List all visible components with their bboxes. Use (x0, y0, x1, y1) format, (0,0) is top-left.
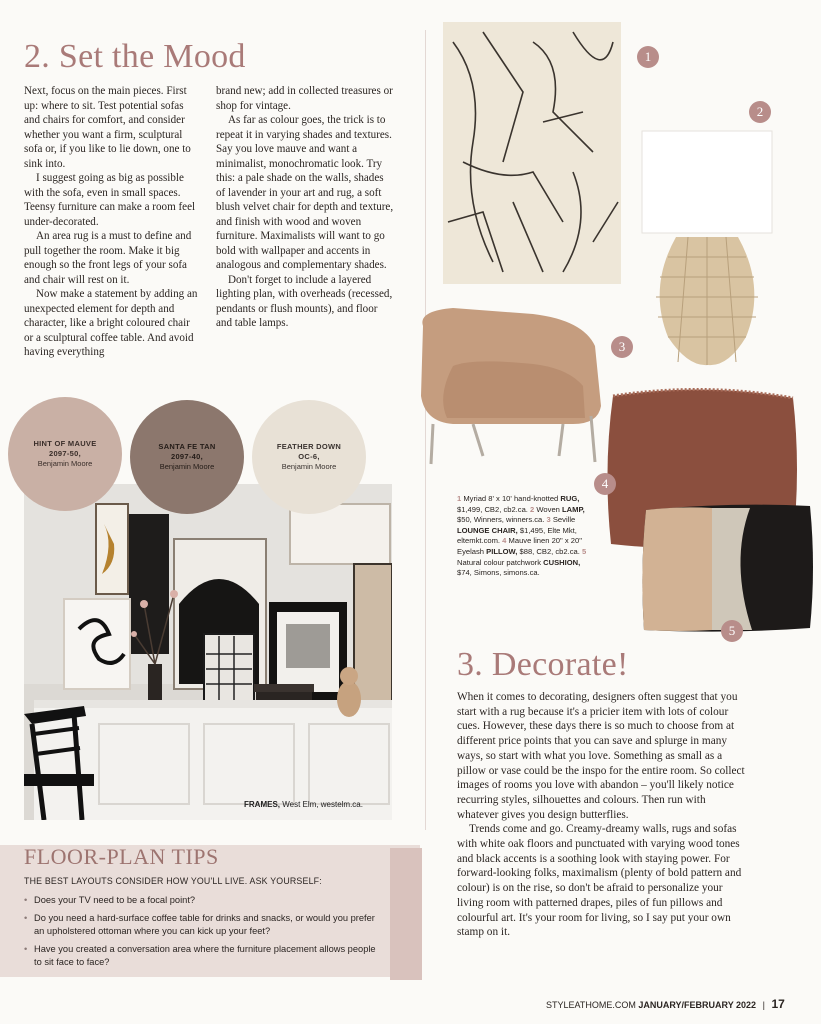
swatch-hint-of-mauve (8, 397, 122, 511)
credit-price: $74, Simons, simons.ca. (457, 568, 540, 578)
product-lamp-image (638, 127, 776, 367)
credit-number: 4 (502, 536, 507, 546)
credit-price: $1,495, Elte Mkt, eltemkt.com. (457, 525, 577, 546)
swatch-code: OC-6, (298, 452, 320, 461)
credit-price: $50, Winners, winners.ca. (457, 515, 545, 525)
swatch-santa-fe-tan (130, 400, 244, 514)
lamp-illustration (638, 127, 776, 367)
credit-item: RUG, (560, 494, 580, 503)
room-photo-illustration (24, 484, 392, 820)
product-number-badge: 2 (749, 101, 771, 123)
paragraph: brand new; add in collected treasures or shop for vintage. (216, 85, 393, 112)
paragraph: As far as colour goes, the trick is to repeat it in varying shades and textures. Say you love mauve and want a minimalist, monochromatic look. Try this: a pale shade on the walls, shades of lavender in your art and rug, a soft blush velvet chair for depth and texture, and finish with wood and woven furniture. Maximalists will want to go bold with wallpaper and accents in analogous and complementary shades. (216, 114, 394, 271)
credit-desc: Woven (536, 504, 560, 514)
product-lounge-chair-image (413, 306, 605, 466)
credit-desc: Myriad 8' x 10' hand-knotted (463, 494, 559, 503)
swatch-name: FEATHER DOWN (276, 442, 342, 451)
swatch-name: HINT OF MAUVE (33, 439, 97, 448)
section-heading-set-the-mood: 2. Set the Mood (24, 38, 246, 75)
credit-item: LAMP, (562, 504, 585, 514)
page-number: 17 (771, 997, 785, 1011)
list-item: • Does your TV need to be a focal point? (24, 894, 384, 906)
paragraph: I suggest going as big as possible with the sofa, even in small spaces. Teensy furniture can make a room feel under-decorated. (24, 172, 196, 228)
credit-desc: Natural colour patchwork (457, 557, 541, 567)
swatch-brand: Benjamin Moore (281, 462, 337, 471)
product-credits (457, 494, 587, 579)
photo-credit (244, 800, 363, 809)
credit-item: LOUNGE CHAIR, (457, 525, 518, 535)
rug-pattern (443, 22, 621, 284)
paragraph: Next, focus on the main pieces. First up: where to sit. Test potential sofas and chairs for comfort, and consider whether you want a firm, sculptural sofa or, if you like to lie down, one to sink into. (24, 85, 191, 170)
tips-accent-bar (390, 848, 422, 980)
credit-price: $1,499, CB2, cb2.ca. (457, 504, 528, 514)
section-heading-decorate: 3. Decorate! (457, 646, 629, 683)
tips-heading: FLOOR-PLAN TIPS (24, 844, 219, 869)
page-footer (546, 997, 785, 1011)
paragraph: An area rug is a must to define and pull together the room. Make it big enough so the front legs of your sofa and chair will rest on it. (24, 230, 192, 286)
photo-credit-brand: FRAMES, (244, 800, 280, 809)
product-number-badge: 3 (611, 336, 633, 358)
product-number-badge: 5 (721, 620, 743, 642)
tips-list (24, 894, 384, 974)
footer-site: STYLEATHOME.COM (546, 1000, 636, 1010)
swatch-code: 2097-40, (170, 452, 203, 461)
credit-number: 1 (457, 494, 462, 503)
credit-item: CUSHION, (543, 557, 581, 567)
swatch-brand: Benjamin Moore (159, 462, 215, 471)
room-photo (24, 484, 392, 820)
credit-number: 3 (546, 515, 551, 525)
credit-price: $88, CB2, cb2.ca. (519, 546, 580, 556)
swatch-feather-down (252, 400, 366, 514)
footer-issue: JANUARY/FEBRUARY 2022 (638, 1000, 757, 1010)
product-number-badge: 4 (594, 473, 616, 495)
product-number-badge: 1 (637, 46, 659, 68)
photo-credit-text: West Elm, westelm.ca. (280, 800, 363, 809)
swatch-code: 2097-50, (48, 449, 81, 458)
paragraph: Trends come and go. Creamy-dreamy walls, rugs and sofas with white oak floors and punctuated with varying wood tones and black accents is a soothing look with staying power. For forward-looking folks, maximalism (plenty of bold pattern and colour) is on the rise, so don't be afraid to personalize your living room with patterned drapes, piles of fun pillows and colourful art. It's your room for living, so I say put your own stamp on it. (457, 823, 742, 939)
credit-desc: Seville (552, 515, 576, 525)
credit-item: PILLOW, (486, 546, 518, 556)
swatch-name: SANTA FE TAN (158, 442, 216, 451)
section2-column-1 (24, 84, 199, 360)
tips-subheading: THE BEST LAYOUTS CONSIDER HOW YOU'LL LIVE. ASK YOURSELF: (24, 876, 322, 886)
product-cushion-image (640, 502, 815, 632)
paragraph: Now make a statement by adding an unexpected element for depth and character, like a bright coloured chair or a sculptural coffee table. And avoid having everything (24, 288, 198, 358)
chair-illustration (413, 306, 605, 466)
product-rug-image (443, 22, 621, 284)
list-item: • Do you need a hard-surface coffee table for drinks and snacks, or would you prefer an upholstered ottoman where you can kick up your feet? (24, 912, 384, 937)
section2-column-2 (216, 84, 394, 331)
credit-desc: Mauve linen 20" x 20" Eyelash (457, 536, 582, 556)
footer-separator: | (762, 1000, 765, 1010)
cushion-illustration (640, 502, 815, 632)
section3-body (457, 690, 747, 940)
credit-number: 5 (582, 546, 587, 556)
list-item: • Have you created a conversation area where the furniture placement allows people to sit face to face? (24, 943, 384, 968)
swatch-brand: Benjamin Moore (37, 459, 93, 468)
paragraph: When it comes to decorating, designers often suggest that you start with a rug because it's a pricier item with lots of colour cues. However, these days there is so much to choose from at different price points that you can save and splurge in many ways, so start with what you love. Something as small as a pillow or vase could be the inspo for the entire room. So collect images of rooms you love with abandon – you'll likely notice recurring styles, silhouettes and colours. Then run with whatever gives you design butterflies. (457, 691, 745, 821)
credit-number: 2 (530, 504, 535, 514)
paragraph: Don't forget to include a layered lighting plan, with overheads (recessed, pendants or flush mounts), and floor and table lamps. (216, 273, 393, 329)
